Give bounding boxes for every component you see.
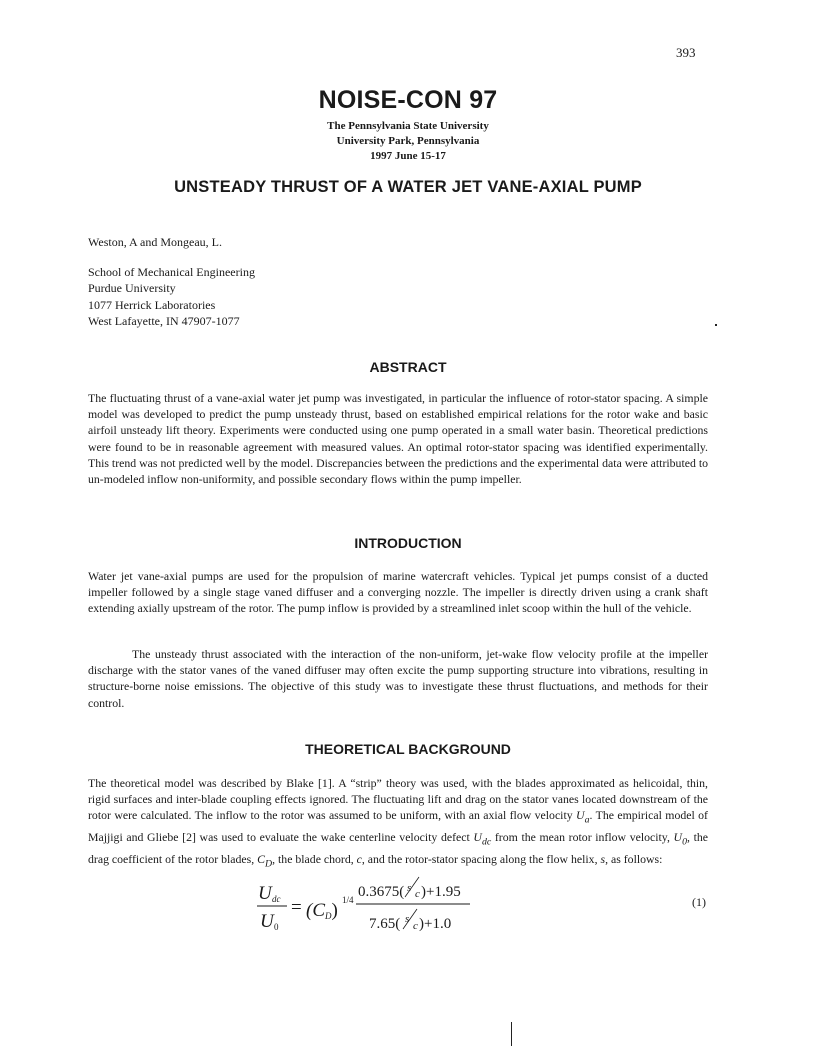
eq-lhs-numerator: U xyxy=(258,883,272,904)
authors: Weston, A and Mongeau, L. xyxy=(88,235,223,249)
theory-text: , the blade chord, xyxy=(272,851,357,866)
scan-line xyxy=(511,1022,512,1046)
eq-num-c: c xyxy=(415,888,420,900)
conference-name: NOISE-CON 97 xyxy=(318,86,498,114)
theory-heading: THEORETICAL BACKGROUND xyxy=(305,741,511,757)
eq-den-s: s xyxy=(405,913,410,925)
affiliation-line: 1077 Herrick Laboratories xyxy=(88,297,216,312)
theory-text: , the drag coefficient of the rotor blades, xyxy=(88,829,709,866)
eq-num-s: s xyxy=(407,882,412,894)
eq-equals: = xyxy=(291,897,302,918)
eq-denominator: 7.65( xyxy=(369,916,401,932)
conference-location: University Park, Pennsylvania xyxy=(336,135,480,147)
equation-1 xyxy=(256,869,486,941)
theory-text: , as follows: xyxy=(605,851,663,866)
affiliation-line: School of Mechanical Engineering xyxy=(88,265,255,279)
eq-lhs-denominator: U xyxy=(260,911,274,932)
introduction-paragraph-1: Water jet vane-axial pumps are used for the propulsion of marine watercraft vehicles. Typical jet pumps consist of a ducted impeller followed by a single stage vaned diffuser and a converging nozzle. The impeller is directly driven using a crank shaft extending axially upstream of the rotor. The pump inflow is provided by a streamlined inlet scoop within the hull of the vehicle. xyxy=(88,569,708,616)
page-number: 393 xyxy=(676,45,696,60)
conference-institution: The Pennsylvania State University xyxy=(327,120,489,132)
svg-text:0: 0 xyxy=(274,922,279,932)
scan-mark xyxy=(715,324,717,326)
affiliation xyxy=(88,264,255,329)
symbol-ua: $U_a$ xyxy=(576,808,590,826)
eq-denominator-tail: )+1.0 xyxy=(419,916,452,932)
theory-text: . The empirical model of Majjigi and Gliebe [2] was used to evaluate the wake centerline velocity defect xyxy=(88,808,708,844)
abstract-heading: ABSTRACT xyxy=(369,359,447,375)
symbol-cd: $C_D$ xyxy=(257,851,273,869)
affiliation-line: West Lafayette, IN 47907-1077 xyxy=(88,313,240,328)
conference-venue xyxy=(0,119,816,164)
symbol-u0: $U_0$ xyxy=(673,829,687,848)
paper-title: UNSTEADY THRUST OF A WATER JET VANE-AXIAL PUMP xyxy=(174,178,642,196)
theory-paragraph-1 xyxy=(88,775,708,872)
theory-text: The theoretical model was described by Blake [1]. A “strip” theory was used, with the blades approximated as helicoidal, thin, rigid surfaces and inter-blade coupling effects ignored. The fluctuating lift and drag on the stator vanes located downstream of the rotor were calculated. The inflow to the rotor was assumed to be uniform, with an axial flow velocity xyxy=(88,776,708,823)
eq-exponent: 1/4 xyxy=(342,895,354,905)
symbol-c: c xyxy=(356,851,362,866)
affiliation-line: Purdue University xyxy=(88,281,176,296)
eq-coefficient: (CD) xyxy=(306,900,338,921)
abstract-text: The fluctuating thrust of a vane-axial water jet pump was investigated, in particular the influence of rotor-stator spacing. A simple model was developed to predict the pump unsteady thrust, based on established empirical relations for the rotor wake and basic airfoil unsteady lift theory. Experiments were conducted using one pump operated in a small water basin. Theoretical predictions were found to be in reasonable agreement with measured values. An optimal rotor-stator spacing was identified experimentally. This trend was not predicted well by the model. Discrepancies between the predictions and the experimental data were attributed to un-modeled inflow non-uniformity, and possible secondary flows within the pump impeller. xyxy=(88,391,708,487)
theory-text: , and the rotor-stator spacing along the flow helix, xyxy=(361,851,601,866)
introduction-heading: INTRODUCTION xyxy=(354,535,462,551)
svg-text:dc: dc xyxy=(272,894,281,904)
eq-numerator-tail: )+1.95 xyxy=(421,884,461,900)
symbol-udc: $U_{dc}$ xyxy=(473,829,492,848)
equation-number: (1) xyxy=(692,895,706,909)
eq-numerator: 0.3675( xyxy=(358,884,405,900)
theory-text: from the mean rotor inflow velocity, xyxy=(491,829,674,844)
symbol-s: s xyxy=(600,851,606,866)
eq-den-c: c xyxy=(413,920,418,932)
introduction-paragraph-2: The unsteady thrust associated with the interaction of the non-uniform, jet-wake flow velocity profile at the impeller discharge with the stator vanes of the vaned diffuser may often excite the pump supporting structure into vibrations, resulting in structure-borne noise emissions. The objective of this study was to investigate these thrust fluctuations, and methods for their control. xyxy=(88,647,708,710)
conference-dates: 1997 June 15-17 xyxy=(370,150,446,162)
